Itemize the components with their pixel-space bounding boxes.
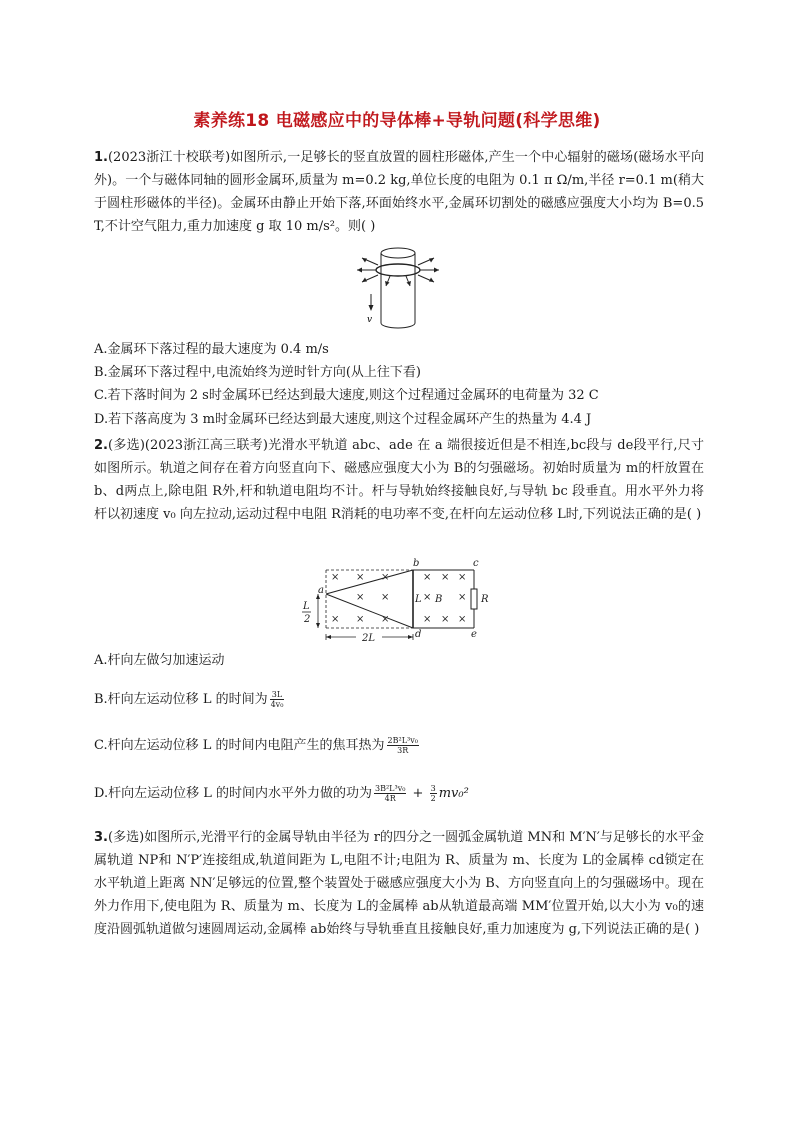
question-3-text: (多选)如图所示,光滑平行的金属导轨由半径为 r的四分之一圆弧金属轨道 MN和 M′N′与足够长的水平金属轨道 NP和 N′P′连接组成,轨道间距为 L,电阻不计;电阻为 R、质量为 m、长度为 L的金属棒 cd锁定在水平轨道上距离 NN′足够远的位置,整个装置处于磁感应强度大小为 B、方向竖直向上的匀强磁场中。现在外力作用下,使电阻为 R、质量为 m、长度为 L的金属棒 ab从轨道最高端 MM′位置开始,以大小为 v₀的速度沿圆弧轨道做匀速圆周运动,金属棒 ab始终与导轨垂直且接触良好,重力加速度为 g,下列说法正确的是( ) xyxy=(94,830,704,937)
q1-option-b: B.金属环下落过程中,电流始终为逆时针方向(从上往下看) xyxy=(94,365,421,380)
field-cross: × xyxy=(441,572,450,583)
fraction-numerator: 2B²L³v₀ xyxy=(387,736,418,745)
resistor-r xyxy=(471,589,477,609)
fraction-numerator: 3B²L³v₀ xyxy=(375,784,406,793)
label-a: a xyxy=(318,585,324,596)
label-d: d xyxy=(415,629,422,640)
fraction-denominator: 2 xyxy=(430,794,436,803)
question-2-number: 2. xyxy=(94,438,108,453)
velocity-label: v xyxy=(367,315,373,325)
field-cross: × xyxy=(331,614,340,625)
q2-option-b-text: B.杆向左运动位移 L 的时间为 xyxy=(94,692,268,707)
field-cross: × xyxy=(331,572,340,583)
field-cross: × xyxy=(356,572,365,583)
label-2l: 2L xyxy=(362,633,376,644)
question-2 xyxy=(94,434,704,526)
fraction-denominator: 3R xyxy=(397,746,409,755)
label-c: c xyxy=(473,558,479,569)
label-b: b xyxy=(413,558,420,569)
fraction xyxy=(270,690,285,709)
fraction-denominator: 4v₀ xyxy=(270,700,284,709)
field-cross: × xyxy=(441,614,450,625)
fraction xyxy=(374,784,406,803)
label-field-b: B xyxy=(435,594,443,605)
q1-option-c: C.若下落时间为 2 s时金属环已经达到最大速度,则这个过程通过金属环的电荷量为 32 C xyxy=(94,388,599,403)
question-1-text: (2023浙江十校联考)如图所示,一足够长的竖直放置的圆柱形磁体,产生一个中心辐射的磁场(磁场水平向外)。一个与磁体同轴的圆形金属环,质量为 m=0.2 kg,单位长度的电阻为 0.1 π Ω/m,半径 r=0.1 m(稍大于圆柱形磁体的半径)。金属环由静止开始下落,环面始终水平,金属环切割处的磁感应强度大小均为 B=0.5 T,不计空气阻力,重力加速度 g 取 10 m/s²。则( ) xyxy=(94,150,704,234)
field-cross: × xyxy=(381,614,390,625)
rail-circuit-figure xyxy=(296,556,496,650)
field-cross: × xyxy=(381,592,390,603)
q1-option-a: A.金属环下落过程的最大速度为 0.4 m/s xyxy=(94,342,329,357)
field-cross: × xyxy=(381,572,390,583)
q2-option-a: A.杆向左做匀加速运动 xyxy=(94,653,225,668)
metal-ring xyxy=(376,264,420,276)
field-cross: × xyxy=(423,572,432,583)
q2-option-b xyxy=(94,690,286,710)
label-resistor: R xyxy=(481,594,489,605)
fraction-numerator: 3 xyxy=(430,784,436,793)
fraction-numerator: 3L xyxy=(270,690,285,700)
label-e: e xyxy=(471,629,477,640)
label-half-num: L xyxy=(303,601,310,612)
label-half-den: 2 xyxy=(304,614,311,625)
magnet-ring-figure xyxy=(350,244,440,334)
q2-option-d-text: D.杆向左运动位移 L 的时间内水平外力做的功为 xyxy=(94,786,372,801)
label-rod-length: L xyxy=(415,594,422,605)
question-3-number: 3. xyxy=(94,830,108,845)
field-cross: × xyxy=(423,614,432,625)
field-cross: × xyxy=(458,592,467,603)
page-title: 素养练18 电磁感应中的导体棒+导轨问题(科学思维) xyxy=(193,111,601,131)
question-1 xyxy=(94,146,704,238)
fraction xyxy=(387,736,419,755)
question-1-number: 1. xyxy=(94,150,108,165)
field-cross: × xyxy=(356,614,365,625)
field-cross: × xyxy=(458,614,467,625)
q2-option-d xyxy=(94,784,469,804)
mv-squared: mv₀² xyxy=(438,786,469,801)
q2-option-c-text: C.杆向左运动位移 L 的时间内电阻产生的焦耳热为 xyxy=(94,738,385,753)
question-2-text: (多选)(2023浙江高三联考)光滑水平轨道 abc、ade 在 a 端很接近但是不相连,bc段与 de段平行,尺寸如图所示。轨道之间存在着方向竖直向下、磁感应强度大小为 B的匀强磁场。初始时质量为 m的杆放置在 b、d两点上,除电阻 R外,杆和轨道电阻均不计。杆与导轨始终接触良好,与导轨 bc 段垂直。用水平外力将杆以初速度 v₀ 向左拉动,运动过程中电阻 R消耗的电功率不变,在杆向左运动位移 L时,下列说法正确的是( ) xyxy=(94,438,704,522)
q2-option-c xyxy=(94,736,421,756)
field-cross: × xyxy=(356,592,365,603)
magnet-top xyxy=(381,248,415,258)
field-cross: × xyxy=(423,592,432,603)
fraction xyxy=(430,784,437,803)
question-3 xyxy=(94,826,704,941)
q1-option-d: D.若下落高度为 3 m时金属环已经达到最大速度,则这个过程金属环产生的热量为 4.4 J xyxy=(94,412,592,427)
fraction-denominator: 4R xyxy=(384,794,396,803)
field-cross: × xyxy=(458,572,467,583)
plus-sign: + xyxy=(408,786,428,801)
